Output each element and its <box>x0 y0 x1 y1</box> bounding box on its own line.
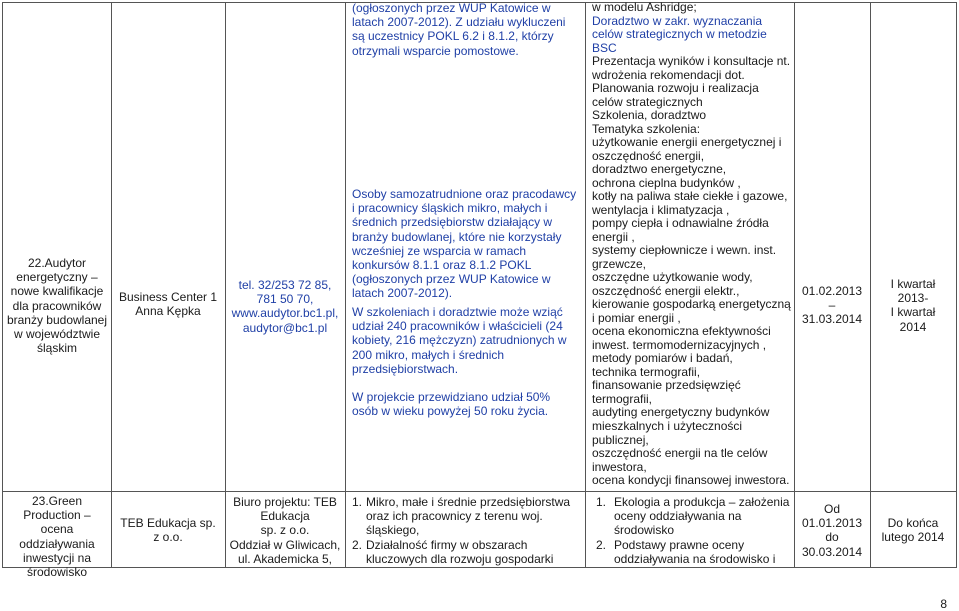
text-line: i pomiar energii , <box>592 310 681 325</box>
text-line: Edukacja <box>260 509 310 524</box>
list-number: 1. <box>596 495 607 509</box>
text-line: Ekologia a produkcja – założenia <box>614 495 790 509</box>
support-scope <box>592 1 792 488</box>
text-line: W szkoleniach i doradztwie może wziąć <box>352 305 563 319</box>
column-divider <box>585 2 586 568</box>
text-line: Oddział w Gliwicach, <box>229 537 341 552</box>
project-dates <box>797 284 867 327</box>
list-number: 1. <box>352 495 363 509</box>
text-line: inwestora, <box>592 459 647 474</box>
text-line: Działalność firmy w obszarach <box>366 537 528 552</box>
date-separator: – <box>828 298 836 313</box>
text-line: wdrożenia rekomendacji dot. <box>592 67 745 82</box>
text-line: konkursów 8.1.1 oraz 8.1.2 POKL <box>352 258 532 273</box>
text-line: grzewcze, <box>592 256 647 271</box>
table-border-left <box>2 2 3 568</box>
text-line: są uczestnicy POKL 6.2 i 8.1.2, którzy <box>352 29 554 44</box>
text-line: użytkowanie energii energetycznej i <box>592 135 782 150</box>
text-line: systemy ciepłownicze i wewn. inst. <box>592 243 777 258</box>
text-line: termografii, <box>592 391 653 406</box>
text-line: inwest. termomodernizacyjnych , <box>592 337 767 352</box>
text-line: celów strategicznych w metodzie <box>592 27 767 42</box>
text-line: Mikro, małe i średnie przedsiębiorstwa <box>366 495 571 509</box>
date-end: 31.03.2014 <box>801 312 863 327</box>
period-line: I kwartał <box>890 277 936 291</box>
text-line: oceny oddziaływania na <box>614 509 742 524</box>
text-line: energii , <box>592 229 635 244</box>
recruitment-period <box>873 277 953 334</box>
text-line: oszczędność energii na tle celów <box>592 446 768 461</box>
text-line: sp. z o.o. <box>260 523 310 538</box>
text-line: audyting energetyczny budynków <box>592 405 770 420</box>
text-line: (ogłoszonych przez WUP Katowice w <box>352 1 551 15</box>
text-line: Prezentacja wyników i konsultacje nt. <box>592 54 791 69</box>
list-item <box>352 538 584 566</box>
text-line: Tematyka szkolenia: <box>592 121 701 136</box>
text-line: Osoby samozatrudnione oraz pracodawcy <box>352 187 577 201</box>
column-divider <box>225 2 226 568</box>
list-number: 2. <box>596 537 607 552</box>
text-line: oszczędność energii elektr., <box>592 283 740 298</box>
period-line: I kwartał <box>890 305 936 320</box>
support-list <box>592 495 792 566</box>
organizer-name: Business Center 1 Anna Kępka <box>118 290 218 319</box>
date-start: 01.02.2013 <box>801 284 863 298</box>
text-line: publicznej, <box>592 432 649 447</box>
text-line: kotły na paliwa stałe ciekłe i gazowe, <box>592 189 788 204</box>
target-group-list <box>352 495 584 566</box>
text-line: oszczędność energii, <box>592 148 705 163</box>
target-group-top <box>352 1 582 58</box>
text-line: pompy ciepła i odnawialne źródła <box>592 216 769 231</box>
list-item <box>592 495 792 538</box>
text-line: śląskiego, <box>366 523 420 538</box>
text-line: otrzymali wsparcie pomostowe. <box>352 43 519 58</box>
age-quota <box>352 390 582 418</box>
date-line: do <box>825 530 839 545</box>
target-group-description <box>352 187 582 301</box>
text-line: Planowania rozwoju i realizacja <box>592 81 759 96</box>
text-line: mieszkalnych i użyteczności <box>592 418 743 433</box>
text-line: ochrona cieplna budynków , <box>592 175 741 190</box>
text-line: BSC <box>592 40 617 55</box>
column-divider <box>870 2 871 568</box>
period-line: Do końca <box>887 516 939 530</box>
text-line: przedsiębiorstwach. <box>352 361 459 376</box>
organizer-name: TEB Edukacja sp. z o.o. <box>120 516 216 545</box>
text-line: kierowanie gospodarką energetyczną <box>592 297 791 312</box>
text-line: ocena ekonomiczna efektywności <box>592 324 771 339</box>
text-line: (ogłoszonych przez WUP Katowice w <box>352 272 551 287</box>
text-line: branży budowlanej, które nie korzystały <box>352 229 562 244</box>
page-number: 8 <box>940 597 947 611</box>
text-line: Doradztwo w zakr. wyznaczania <box>592 13 763 28</box>
recruitment-period <box>873 516 953 544</box>
table-border-bottom <box>2 567 957 568</box>
text-line: w modelu Ashridge; <box>592 0 697 14</box>
text-line: oddziaływania na środowisko i <box>614 551 776 566</box>
text-line: ocena kondycji finansowej inwestora. <box>592 473 790 488</box>
text-line: doradztwo energetyczne, <box>592 162 727 177</box>
list-number: 2. <box>352 537 363 552</box>
text-line: środowisko <box>614 523 675 538</box>
text-line: udział 240 pracowników i właścicieli (24 <box>352 319 563 334</box>
text-line: celów strategicznych <box>592 94 703 109</box>
text-line: Szkolenia, doradztwo <box>592 108 707 123</box>
column-divider <box>794 2 795 568</box>
contact-info: tel. 32/253 72 85, 781 50 70, www.audytor.bc1.pl, audytor@bc1.pl <box>231 278 339 335</box>
text-line: oraz ich pracownicy z terenu woj. <box>366 509 543 524</box>
date-line: Od <box>823 502 840 516</box>
table-row-divider <box>2 491 957 492</box>
text-line: latach 2007-2012). <box>352 286 453 301</box>
text-line: Biuro projektu: TEB <box>233 495 337 509</box>
column-divider <box>111 2 112 568</box>
participants-count <box>352 305 582 376</box>
list-item <box>592 538 792 566</box>
text-line: kluczowych dla rozwoju gospodarki <box>366 551 554 566</box>
text-line: 200 mikro, małych i średnich <box>352 347 505 362</box>
text-line: wentylacja i klimatyzacja , <box>592 202 730 217</box>
text-line: latach 2007-2012). Z udziału wykluczeni <box>352 15 566 30</box>
project-office <box>229 495 341 566</box>
date-line: 30.03.2014 <box>801 544 863 559</box>
period-line: lutego 2014 <box>881 530 945 545</box>
text-line: technika termografii, <box>592 364 701 379</box>
date-line: 01.01.2013 <box>801 516 863 531</box>
project-title: 22.Audytor energetyczny – nowe kwalifikacje dla pracowników branży budowlanej w województwie śląskim <box>6 256 108 356</box>
column-divider <box>345 2 346 568</box>
text-line: osób w wieku powyżej 50 roku życia. <box>352 404 549 419</box>
text-line: i pracownicy śląskich mikro, małych i <box>352 201 548 216</box>
period-line: 2013- <box>897 291 929 306</box>
text-line: średnich przedsiębiorstw działający w <box>352 215 553 230</box>
text-line: finansowanie przedsięwzięć <box>592 378 741 393</box>
text-line: W projekcie przewidziano udział 50% <box>352 390 551 404</box>
text-line: metody pomiarów i badań, <box>592 351 733 366</box>
project-dates <box>797 502 867 559</box>
text-line: Podstawy prawne oceny <box>614 537 745 552</box>
text-line: ul. Akademicka 5, <box>237 551 333 566</box>
project-title: 23.Green Production – ocena oddziaływania inwestycji na środowisko <box>19 494 95 580</box>
text-line: wcześniej ze wsparcia w ramach <box>352 243 527 258</box>
text-line: oszczędne użytkowanie wody, <box>592 270 753 285</box>
table-border-right <box>956 2 957 568</box>
list-item <box>352 495 584 538</box>
text-line: kobiety, 216 mężczyzn) zatrudnionych w <box>352 333 567 348</box>
period-line: 2014 <box>899 319 927 334</box>
